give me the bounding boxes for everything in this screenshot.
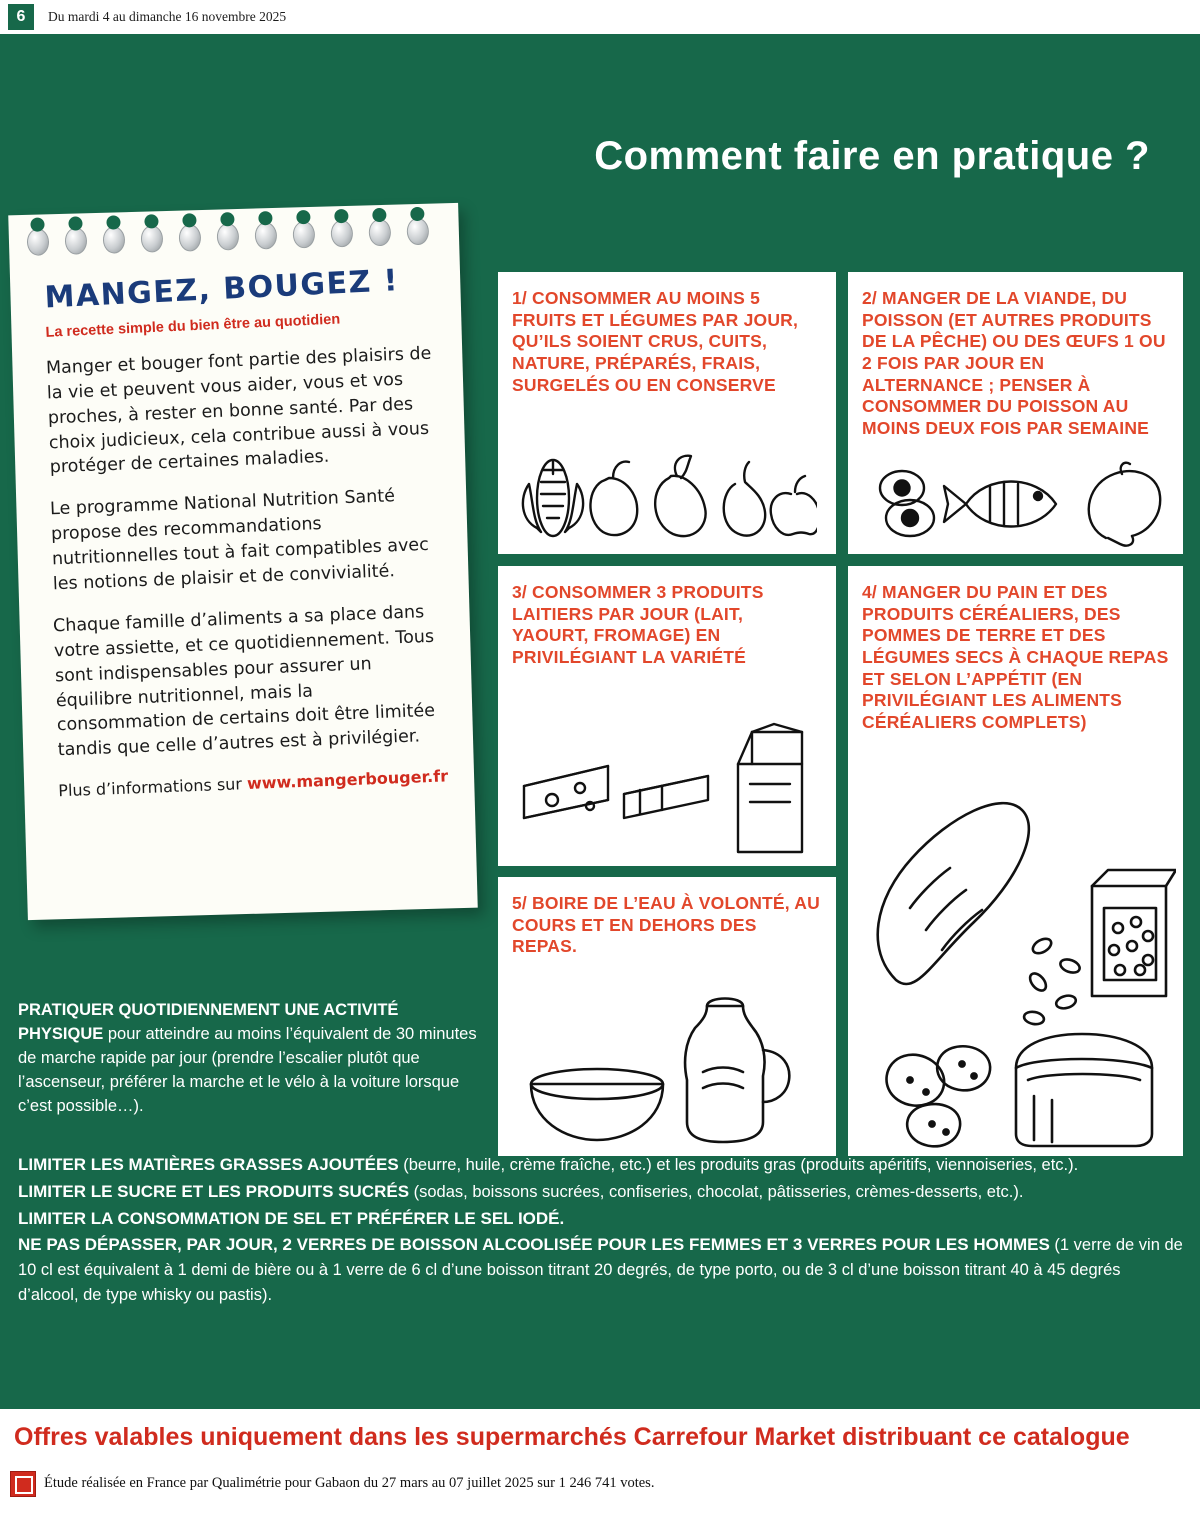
limit-line-4-rest: (1 verre de vin de 10 cl est équivalent à 1 demi de bière ou à 1 verre de 6 cl d’une boisson titrant 20 degrés, de type porto, ou de 3 cl d’une boisson titrant 40 à 45 degrés d’alcool, de type whisky ou pastis). <box>18 1236 1183 1304</box>
advice-tile-2-title: 2/ MANGER DE LA VIANDE, DU POISSON (ET AUTRES PRODUITS DE LA PÊCHE) OU DES ŒUFS 1 OU 2 FOIS PAR JOUR EN ALTERNANCE ; PENSER À CONSOMMER DU POISSON AU MOINS DEUX FOIS PAR SEMAINE <box>862 288 1166 439</box>
dairy-products-icon <box>498 710 836 860</box>
note-paragraph-3: Chaque famille d’aliments a sa place dans votre assiette, et ce quotidiennement. Tous sont indispensables pour assurer un équilibre nutritionnel, mais la consommation de certains doit être limitée tandis que celle d’autres est à privilégier. <box>52 601 436 761</box>
limit-line-2-rest: (sodas, boissons sucrées, confiseries, chocolat, pâtisseries, crèmes-desserts, etc.). <box>409 1182 1024 1201</box>
limit-line-3 <box>18 1206 1183 1232</box>
note-more-label: Plus d’informations sur <box>57 773 248 800</box>
page-number: 6 <box>8 4 34 30</box>
page-title: Comment faire en pratique ? <box>594 134 1150 178</box>
advice-tile-3-title: 3/ CONSOMMER 3 PRODUITS LAITIERS PAR JOUR (LAIT, YAOURT, FROMAGE) EN PRIVILÉGIANT LA VARIÉTÉ <box>512 582 764 668</box>
note-subtitle: La recette simple du bien être au quotidien <box>45 311 341 341</box>
nutrition-panel <box>0 34 1200 1409</box>
advice-tile-4-title: 4/ MANGER DU PAIN ET DES PRODUITS CÉRÉALIERS, DES POMMES DE TERRE ET DES LÉGUMES SECS À CHAQUE REPAS ET SELON L’APPÉTIT (EN PRIVILÉGIANT LES ALIMENTS CÉRÉALIERS COMPLETS) <box>862 582 1169 733</box>
limit-line-4 <box>18 1232 1183 1307</box>
mangerbouger-link[interactable]: www.mangerbouger.fr <box>246 765 449 793</box>
page-header <box>0 0 1200 34</box>
note-more-info <box>58 766 448 800</box>
note-paragraph-1: Manger et bouger font partie des plaisirs de la vie et peuvent vous aider, vous et vos proches, à rester en bonne santé. Par des choix judicieux, cela contribue aussi à vous protéger de certaines maladies. <box>45 343 432 478</box>
page-footer <box>0 1409 1200 1515</box>
bread-cereals-potatoes-icon <box>848 750 1183 1150</box>
limit-line-4-bold: NE PAS DÉPASSER, PAR JOUR, 2 VERRES DE BOISSON ALCOOLISÉE POUR LES FEMMES ET 3 VERRES POUR LES HOMMES <box>18 1235 1050 1255</box>
limit-line-1 <box>18 1152 1183 1178</box>
limit-line-3-bold: LIMITER LA CONSOMMATION DE SEL ET PRÉFÉRER LE SEL IODÉ. <box>18 1208 565 1228</box>
note-paragraph-2: Le programme National Nutrition Santé propose des recommandations nutritionnelles tout à fait compatibles avec les notions de plaisir et de convivialité. <box>49 486 430 595</box>
limit-line-2-bold: LIMITER LE SUCRE ET LES PRODUITS SUCRÉS <box>18 1181 410 1201</box>
note-card <box>8 203 478 920</box>
physical-activity-rest: pour atteindre au moins l’équivalent de 30 minutes de marche rapide par jour (prendre l’escalier plutôt que l’ascenseur, préférer la marche et le vélo à la voiture lorsque c’est possible…). <box>18 1024 477 1115</box>
advice-tile-2 <box>848 272 1183 554</box>
limit-line-1-bold: LIMITER LES MATIÈRES GRASSES AJOUTÉES <box>18 1155 399 1174</box>
physical-activity-text <box>18 999 488 1119</box>
advice-tile-5-title: 5/ BOIRE DE L’EAU À VOLONTÉ, AU COURS ET EN DEHORS DES REPAS. <box>512 893 820 957</box>
advice-tile-3 <box>498 566 836 866</box>
advice-tile-1-title: 1/ CONSOMMER AU MOINS 5 FRUITS ET LÉGUMES PAR JOUR, QU’ILS SOIENT CRUS, CUITS, NATURE, PRÉPARÉS, FRAIS, SURGELÉS OU EN CONSERVE <box>512 288 799 395</box>
study-badge-icon <box>10 1471 36 1497</box>
water-jug-bowl-icon <box>498 980 836 1150</box>
advice-tile-1 <box>498 272 836 554</box>
limit-line-2 <box>18 1179 1183 1205</box>
limits-list <box>18 1152 1183 1309</box>
footer-offer-notice: Offres valables uniquement dans les supermarchés Carrefour Market distribuant ce catalogue <box>14 1423 1130 1451</box>
limit-line-1-rest: (beurre, huile, crème fraîche, etc.) et les produits gras (produits apéritifs, viennoiseries, etc.). <box>398 1156 1079 1174</box>
footer-study-note: Étude réalisée en France par Qualimétrie pour Gabaon du 27 mars au 07 juillet 2025 sur 1 246 741 votes. <box>44 1475 655 1491</box>
advice-tile-5 <box>498 877 836 1156</box>
advice-tile-4 <box>848 566 1183 1156</box>
offer-date-range: Du mardi 4 au dimanche 16 novembre 2025 <box>48 9 287 24</box>
physical-activity-lead: PRATIQUER QUOTIDIENNEMENT UNE ACTIVITÉ PHYSIQUE <box>18 1001 399 1043</box>
notepad-spiral-holes <box>21 215 448 261</box>
fruits-vegetables-icon <box>498 428 836 548</box>
meat-fish-eggs-icon <box>848 452 1183 548</box>
note-title: MANGEZ, BOUGEZ ! <box>43 263 400 316</box>
